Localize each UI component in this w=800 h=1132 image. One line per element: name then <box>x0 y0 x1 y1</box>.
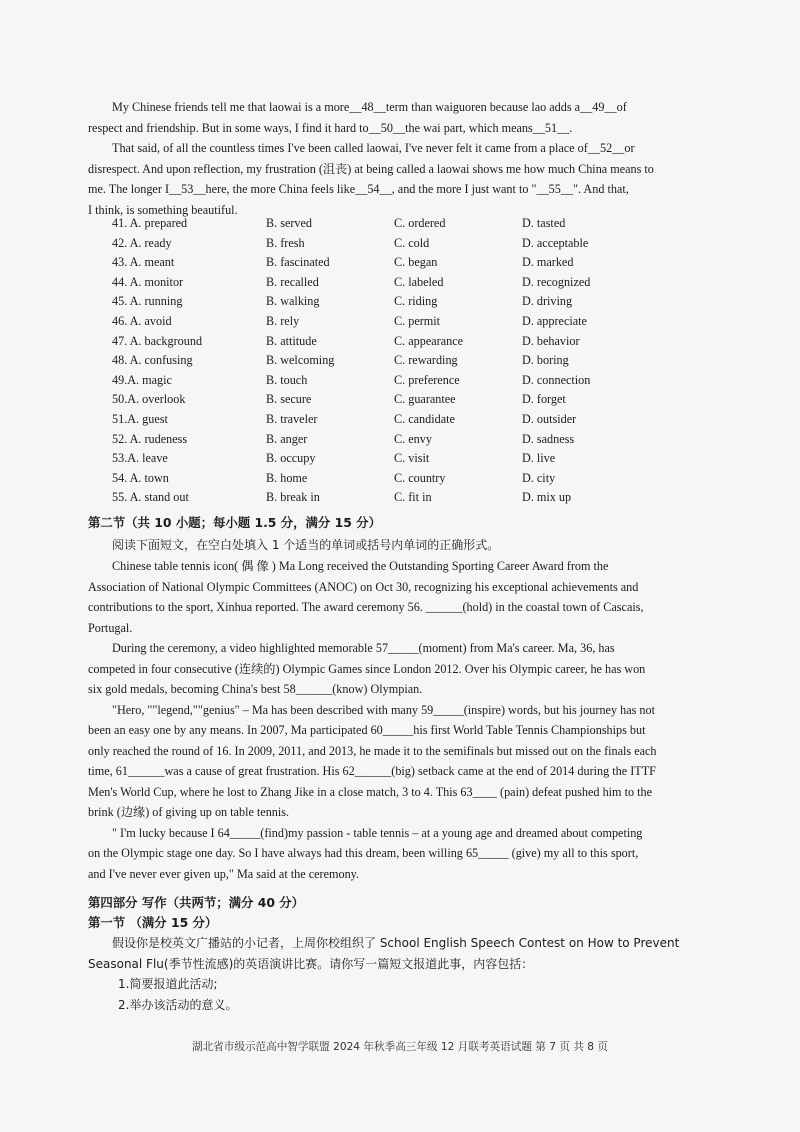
option-c: C. envy <box>394 431 432 446</box>
option-row <box>112 449 712 469</box>
option-row <box>112 488 712 508</box>
option-c: C. preference <box>394 372 460 387</box>
passage-line: My Chinese friends tell me that laowai is a more__48__term than waiguoren because lao adds a__49__of <box>112 100 627 114</box>
option-b: B. touch <box>266 372 308 387</box>
passage-line: Association of National Olympic Committees (ANOC) on Oct 30, recognizing his exceptional achievements and <box>88 579 639 594</box>
option-b: B. attitude <box>266 333 317 348</box>
option-d: D. mix up <box>522 490 572 505</box>
option-d: D. recognized <box>522 274 591 289</box>
option-row <box>112 253 712 273</box>
option-a: 54. A. town <box>112 470 169 485</box>
option-d: D. city <box>522 470 556 485</box>
option-row <box>112 430 712 450</box>
option-d: D. acceptable <box>522 235 589 250</box>
option-row <box>112 214 712 234</box>
option-c: C. rewarding <box>394 353 458 368</box>
passage-line: me. The longer I__53__here, the more China feels like__54__, and the more I just want to "__55__". And that, <box>88 182 629 196</box>
passage-line: During the ceremony, a video highlighted memorable 57_____(moment) from Ma's career. Ma, 36, has <box>112 641 615 655</box>
option-a: 53.A. leave <box>112 451 168 466</box>
option-b: B. fresh <box>266 235 305 250</box>
passage-line: only reached the round of 16. In 2009, 2011, and 2013, he made it to the semifinals but missed out on the finals each <box>88 743 657 758</box>
option-row <box>112 351 712 371</box>
passage-line: I think, is something beautiful. <box>88 202 238 217</box>
part-4-heading: 第四部分 写作（共两节；满分 40 分） <box>88 895 305 910</box>
option-b: B. walking <box>266 294 320 309</box>
passage-line: Men's World Cup, where he lost to Zhang Jike in a close match, 3 to 4. This 63____ (pain) defeat pushed him to the <box>88 784 652 799</box>
option-b: B. recalled <box>266 274 319 289</box>
option-b: B. break in <box>266 490 320 505</box>
option-a: 51.A. guest <box>112 411 168 426</box>
option-a: 43. A. meant <box>112 255 175 270</box>
option-b: B. served <box>266 216 313 230</box>
option-c: C. permit <box>394 313 441 328</box>
option-c: C. began <box>394 255 438 270</box>
writing-item: 2.举办该活动的意义。 <box>118 998 238 1012</box>
option-d: D. marked <box>522 255 574 270</box>
option-d: D. live <box>522 451 556 466</box>
passage-line: competed in four consecutive (连续的) Olympic Games since London 2012. Over his Olympic career, he has won <box>88 661 646 676</box>
option-a: 49.A. magic <box>112 372 172 387</box>
option-d: D. driving <box>522 294 573 309</box>
option-row <box>112 234 712 254</box>
option-b: B. welcoming <box>266 353 335 368</box>
option-b: B. rely <box>266 313 300 328</box>
passage-line: respect and friendship. But in some ways, I find it hard to__50__the wai part, which means__51__. <box>88 120 573 135</box>
option-row <box>112 273 712 293</box>
option-b: B. fascinated <box>266 255 330 270</box>
grammar-passage <box>88 556 716 884</box>
option-b: B. secure <box>266 392 312 407</box>
option-a: 41. A. prepared <box>112 216 188 230</box>
option-c: C. appearance <box>394 333 464 348</box>
option-d: D. boring <box>522 353 569 368</box>
option-d: D. appreciate <box>522 313 587 328</box>
passage-line: been an easy one by any means. In 2007, Ma participated 60_____his first World Table Tennis Championships but <box>88 723 646 737</box>
section-2-heading: 第二节（共 10 小题；每小题 1.5 分，满分 15 分） <box>88 515 381 530</box>
passage-line: on the Olympic stage one day. So I have always had this dream, been willing 65_____ (give) my all to this sport, <box>88 846 639 860</box>
option-a: 48. A. confusing <box>112 353 193 368</box>
section-2-instruction: 阅读下面短文，在空白处填入 1 个适当的单词或括号内单词的正确形式。 <box>112 538 500 552</box>
writing-prompt-line: Seasonal Flu(季节性流感)的英语演讲比赛。请你写一篇短文报道此事，内容包括： <box>88 957 534 971</box>
option-d: D. outsider <box>522 411 577 426</box>
answer-options-table <box>112 214 712 508</box>
option-c: C. labeled <box>394 274 444 289</box>
option-row <box>112 332 712 352</box>
option-row <box>112 390 712 410</box>
option-d: D. connection <box>522 372 591 387</box>
option-row <box>112 469 712 489</box>
option-row <box>112 371 712 391</box>
option-b: B. home <box>266 470 308 485</box>
passage-line: time, 61______was a cause of great frustration. His 62______(big) setback came at the end of 2014 during the ITTF <box>88 764 656 778</box>
option-row <box>112 292 712 312</box>
option-c: C. fit in <box>394 490 432 505</box>
option-row <box>112 410 712 430</box>
option-c: C. country <box>394 470 446 485</box>
option-c: C. visit <box>394 451 430 466</box>
passage-line: brink (边缘) of giving up on table tennis. <box>88 805 290 819</box>
option-a: 42. A. ready <box>112 235 172 250</box>
option-a: 44. A. monitor <box>112 274 184 289</box>
writing-prompt-line: 假设你是校英文广播站的小记者，上周你校组织了 School English Speech Contest on How to Prevent <box>112 936 680 950</box>
option-d: D. forget <box>522 392 566 407</box>
writing-item: 1.简要报道此活动; <box>118 977 218 991</box>
option-b: B. occupy <box>266 451 316 466</box>
option-c: C. cold <box>394 235 430 250</box>
page-footer: 湖北省市级示范高中智学联盟 2024 年秋季高三年级 12 月联考英语试题 第 7 页 共 8 页 <box>192 1041 608 1053</box>
option-b: B. anger <box>266 431 308 446</box>
passage-line: contributions to the sport, Xinhua reported. The award ceremony 56. ______(hold) in the coastal town of Cascais, <box>88 600 644 614</box>
option-c: C. candidate <box>394 411 455 426</box>
option-a: 50.A. overlook <box>112 392 186 407</box>
option-a: 46. A. avoid <box>112 313 172 328</box>
passage-line: "Hero, ""legend,""genius" – Ma has been described with many 59_____(inspire) words, but his journey has not <box>112 702 655 717</box>
passage-line: That said, of all the countless times I've been called laowai, I've never felt it came from a place of__52__or <box>112 141 635 155</box>
part-4-sub-heading: 第一节 （满分 15 分） <box>88 915 218 930</box>
passage-line: Chinese table tennis icon( 偶 像 ) Ma Long received the Outstanding Sporting Career Award from the <box>112 559 609 573</box>
option-a: 45. A. running <box>112 294 183 309</box>
option-c: C. guarantee <box>394 392 456 407</box>
option-a: 47. A. background <box>112 333 203 348</box>
passage-line: Portugal. <box>88 620 133 635</box>
option-d: D. behavior <box>522 333 580 348</box>
option-c: C. riding <box>394 294 438 309</box>
passage-line: and I've never ever given up," Ma said at the ceremony. <box>88 866 360 881</box>
option-d: D. tasted <box>522 216 566 230</box>
option-c: C. ordered <box>394 216 446 230</box>
option-a: 55. A. stand out <box>112 490 189 505</box>
cloze-passage <box>88 97 716 220</box>
passage-line: six gold medals, becoming China's best 58______(know) Olympian. <box>88 682 423 696</box>
passage-line: disrespect. And upon reflection, my frustration (沮丧) at being called a laowai shows me how much China means to <box>88 161 654 176</box>
passage-line: " I'm lucky because I 64_____(find)my passion - table tennis – at a young age and dreamed about competing <box>112 825 643 840</box>
option-a: 52. A. rudeness <box>112 431 188 446</box>
option-d: D. sadness <box>522 431 575 446</box>
option-b: B. traveler <box>266 411 318 426</box>
option-row <box>112 312 712 332</box>
